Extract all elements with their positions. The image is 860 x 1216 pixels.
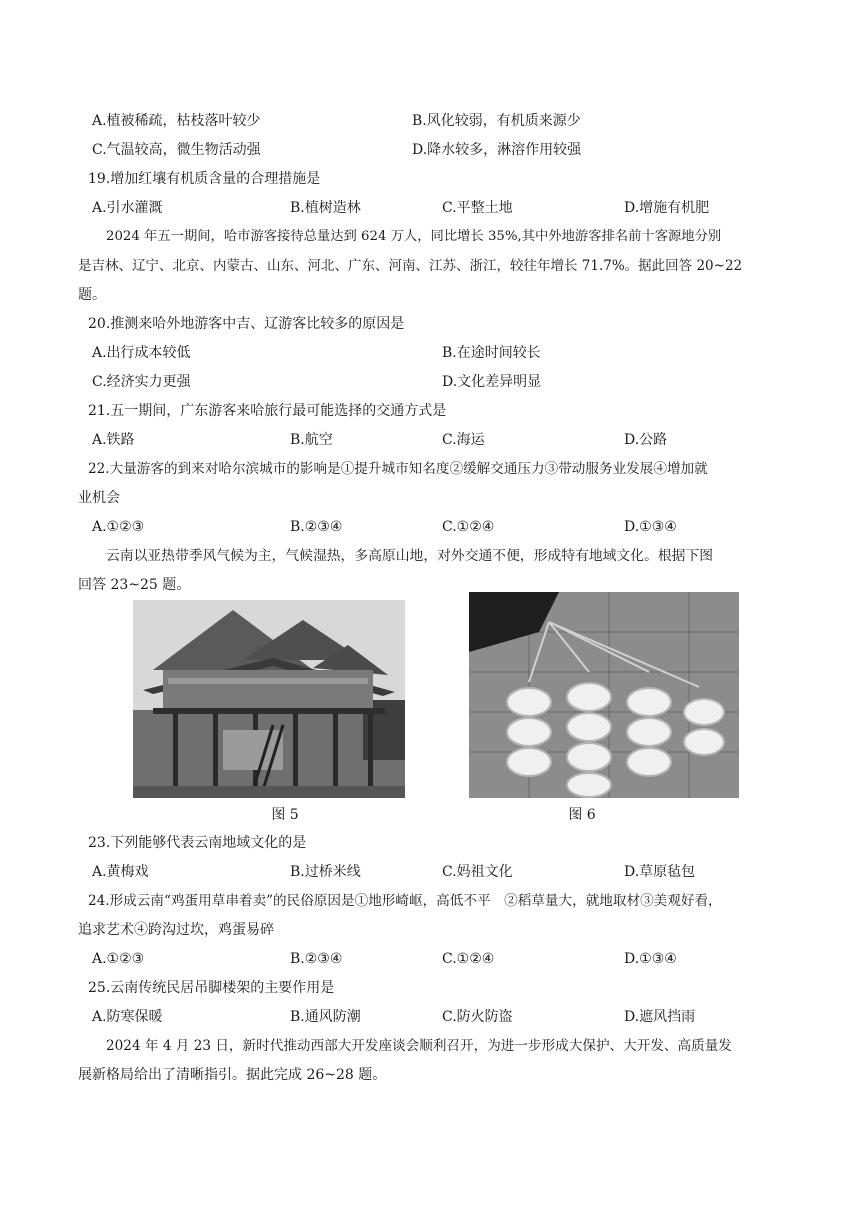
q22-stem-2: 业机会 bbox=[78, 490, 120, 506]
q21-option-a: A.铁路 bbox=[92, 432, 135, 448]
q22-stem-line1 bbox=[0, 458, 860, 480]
passage1-line3: 题。 bbox=[78, 287, 106, 303]
q22-options bbox=[0, 516, 860, 538]
q20-options-row1 bbox=[0, 342, 860, 364]
q22-option-c: C.①②④ bbox=[442, 519, 495, 535]
passage1-line2-row bbox=[0, 255, 860, 277]
q25-option-a: A.防寒保暖 bbox=[92, 1009, 163, 1025]
q23-stem: 23.下列能够代表云南地域文化的是 bbox=[88, 835, 307, 851]
q21-option-b: B.航空 bbox=[290, 432, 333, 448]
q20-stem-line bbox=[0, 313, 860, 335]
q21-options bbox=[0, 429, 860, 451]
passage2-line1-row bbox=[0, 545, 860, 567]
q23-option-b: B.过桥米线 bbox=[290, 864, 361, 880]
q20-option-a: A.出行成本较低 bbox=[92, 345, 191, 361]
passage1-line3-row bbox=[0, 284, 860, 306]
q24-option-d: D.①③④ bbox=[624, 951, 677, 967]
q23-options bbox=[0, 861, 860, 883]
q19-options bbox=[0, 197, 860, 219]
q25-option-b: B.通风防潮 bbox=[290, 1009, 361, 1025]
passage1-line2: 是吉林、辽宁、北京、内蒙古、山东、河北、广东、河南、江苏、浙江，较往年增长 71.7%。据此回答 20~22 bbox=[78, 258, 743, 274]
straw-eggs-photo bbox=[469, 592, 739, 798]
q18-option-d: D.降水较多，淋溶作用较强 bbox=[412, 142, 582, 158]
q25-option-c: C.防火防盗 bbox=[442, 1009, 513, 1025]
q20-option-d: D.文化差异明显 bbox=[442, 374, 542, 390]
passage3-line2: 展新格局给出了清晰指引。据此完成 26~28 题。 bbox=[78, 1067, 387, 1083]
passage3-line1-row bbox=[0, 1035, 860, 1057]
q18-options-row1 bbox=[0, 110, 860, 132]
q25-option-d: D.遮风挡雨 bbox=[624, 1009, 696, 1025]
q19-option-d: D.增施有机肥 bbox=[624, 200, 710, 216]
q21-stem: 21.五一期间，广东游客来哈旅行最可能选择的交通方式是 bbox=[88, 403, 447, 419]
q24-option-c: C.①②④ bbox=[442, 951, 495, 967]
passage1-line1-row bbox=[0, 226, 860, 248]
passage2-line2: 回答 23~25 题。 bbox=[78, 577, 191, 593]
q21-stem-line bbox=[0, 400, 860, 422]
passage2-line1: 云南以亚热带季风气候为主，气候湿热，多高原山地，对外交通不便，形成特有地域文化。根据下图 bbox=[106, 548, 714, 564]
q21-option-d: D.公路 bbox=[624, 432, 668, 448]
q23-option-c: C.妈祖文化 bbox=[442, 864, 513, 880]
q19-option-a: A.引水灌溉 bbox=[92, 200, 163, 216]
figure6-caption: 图 6 bbox=[568, 807, 596, 823]
q25-options bbox=[0, 1006, 860, 1028]
q22-stem-line2 bbox=[0, 487, 860, 509]
q24-stem-line1 bbox=[0, 890, 860, 912]
q24-option-a: A.①②③ bbox=[92, 951, 145, 967]
q21-option-c: C.海运 bbox=[442, 432, 485, 448]
q20-option-b: B.在途时间较长 bbox=[442, 345, 541, 361]
q18-option-c: C.气温较高，微生物活动强 bbox=[92, 142, 261, 158]
q23-option-d: D.草原毡包 bbox=[624, 864, 696, 880]
q19-option-b: B.植树造林 bbox=[290, 200, 361, 216]
passage3-line1: 2024 年 4 月 23 日，新时代推动西部大开发座谈会顺利召开，为进一步形成大保护、大开发、高质量发 bbox=[106, 1038, 732, 1054]
q19-stem: 19.增加红壤有机质含量的合理措施是 bbox=[88, 171, 321, 187]
q18-options-row2 bbox=[0, 139, 860, 161]
q20-option-c: C.经济实力更强 bbox=[92, 374, 191, 390]
q19-option-c: C.平整土地 bbox=[442, 200, 513, 216]
q22-option-b: B.②③④ bbox=[290, 519, 343, 535]
q19-stem-line bbox=[0, 168, 860, 190]
figure5-caption: 图 5 bbox=[271, 807, 299, 823]
q24-stem-2: 追求艺术④跨沟过坎，鸡蛋易碎 bbox=[78, 922, 274, 938]
q23-stem-line bbox=[0, 832, 860, 854]
q22-option-d: D.①③④ bbox=[624, 519, 677, 535]
q24-stem-1: 24.形成云南“鸡蛋用草串着卖”的民俗原因是①地形崎岖，高低不平 ②稻草量大，就地取材③美观好看， bbox=[88, 893, 722, 909]
q18-option-b: B.风化较弱，有机质来源少 bbox=[412, 113, 581, 129]
q22-stem-1: 22.大量游客的到来对哈尔滨城市的影响是①提升城市知名度②缓解交通压力③带动服务业发展④增加就 bbox=[88, 461, 708, 477]
passage3-line2-row bbox=[0, 1064, 860, 1086]
q24-options bbox=[0, 948, 860, 970]
q24-option-b: B.②③④ bbox=[290, 951, 343, 967]
q24-stem-line2 bbox=[0, 919, 860, 941]
q18-option-a: A.植被稀疏，枯枝落叶较少 bbox=[92, 113, 261, 129]
q20-options-row2 bbox=[0, 371, 860, 393]
q23-option-a: A.黄梅戏 bbox=[92, 864, 149, 880]
passage1-line1: 2024 年五一期间，哈市游客接待总量达到 624 万人，同比增长 35%,其中外地游客排名前十客源地分别 bbox=[106, 229, 722, 244]
q22-option-a: A.①②③ bbox=[92, 519, 145, 535]
q25-stem: 25.云南传统民居吊脚楼架的主要作用是 bbox=[88, 980, 335, 996]
q20-stem: 20.推测来哈外地游客中吉、辽游客比较多的原因是 bbox=[88, 316, 405, 332]
q25-stem-line bbox=[0, 977, 860, 999]
stilt-house-photo bbox=[133, 600, 405, 798]
